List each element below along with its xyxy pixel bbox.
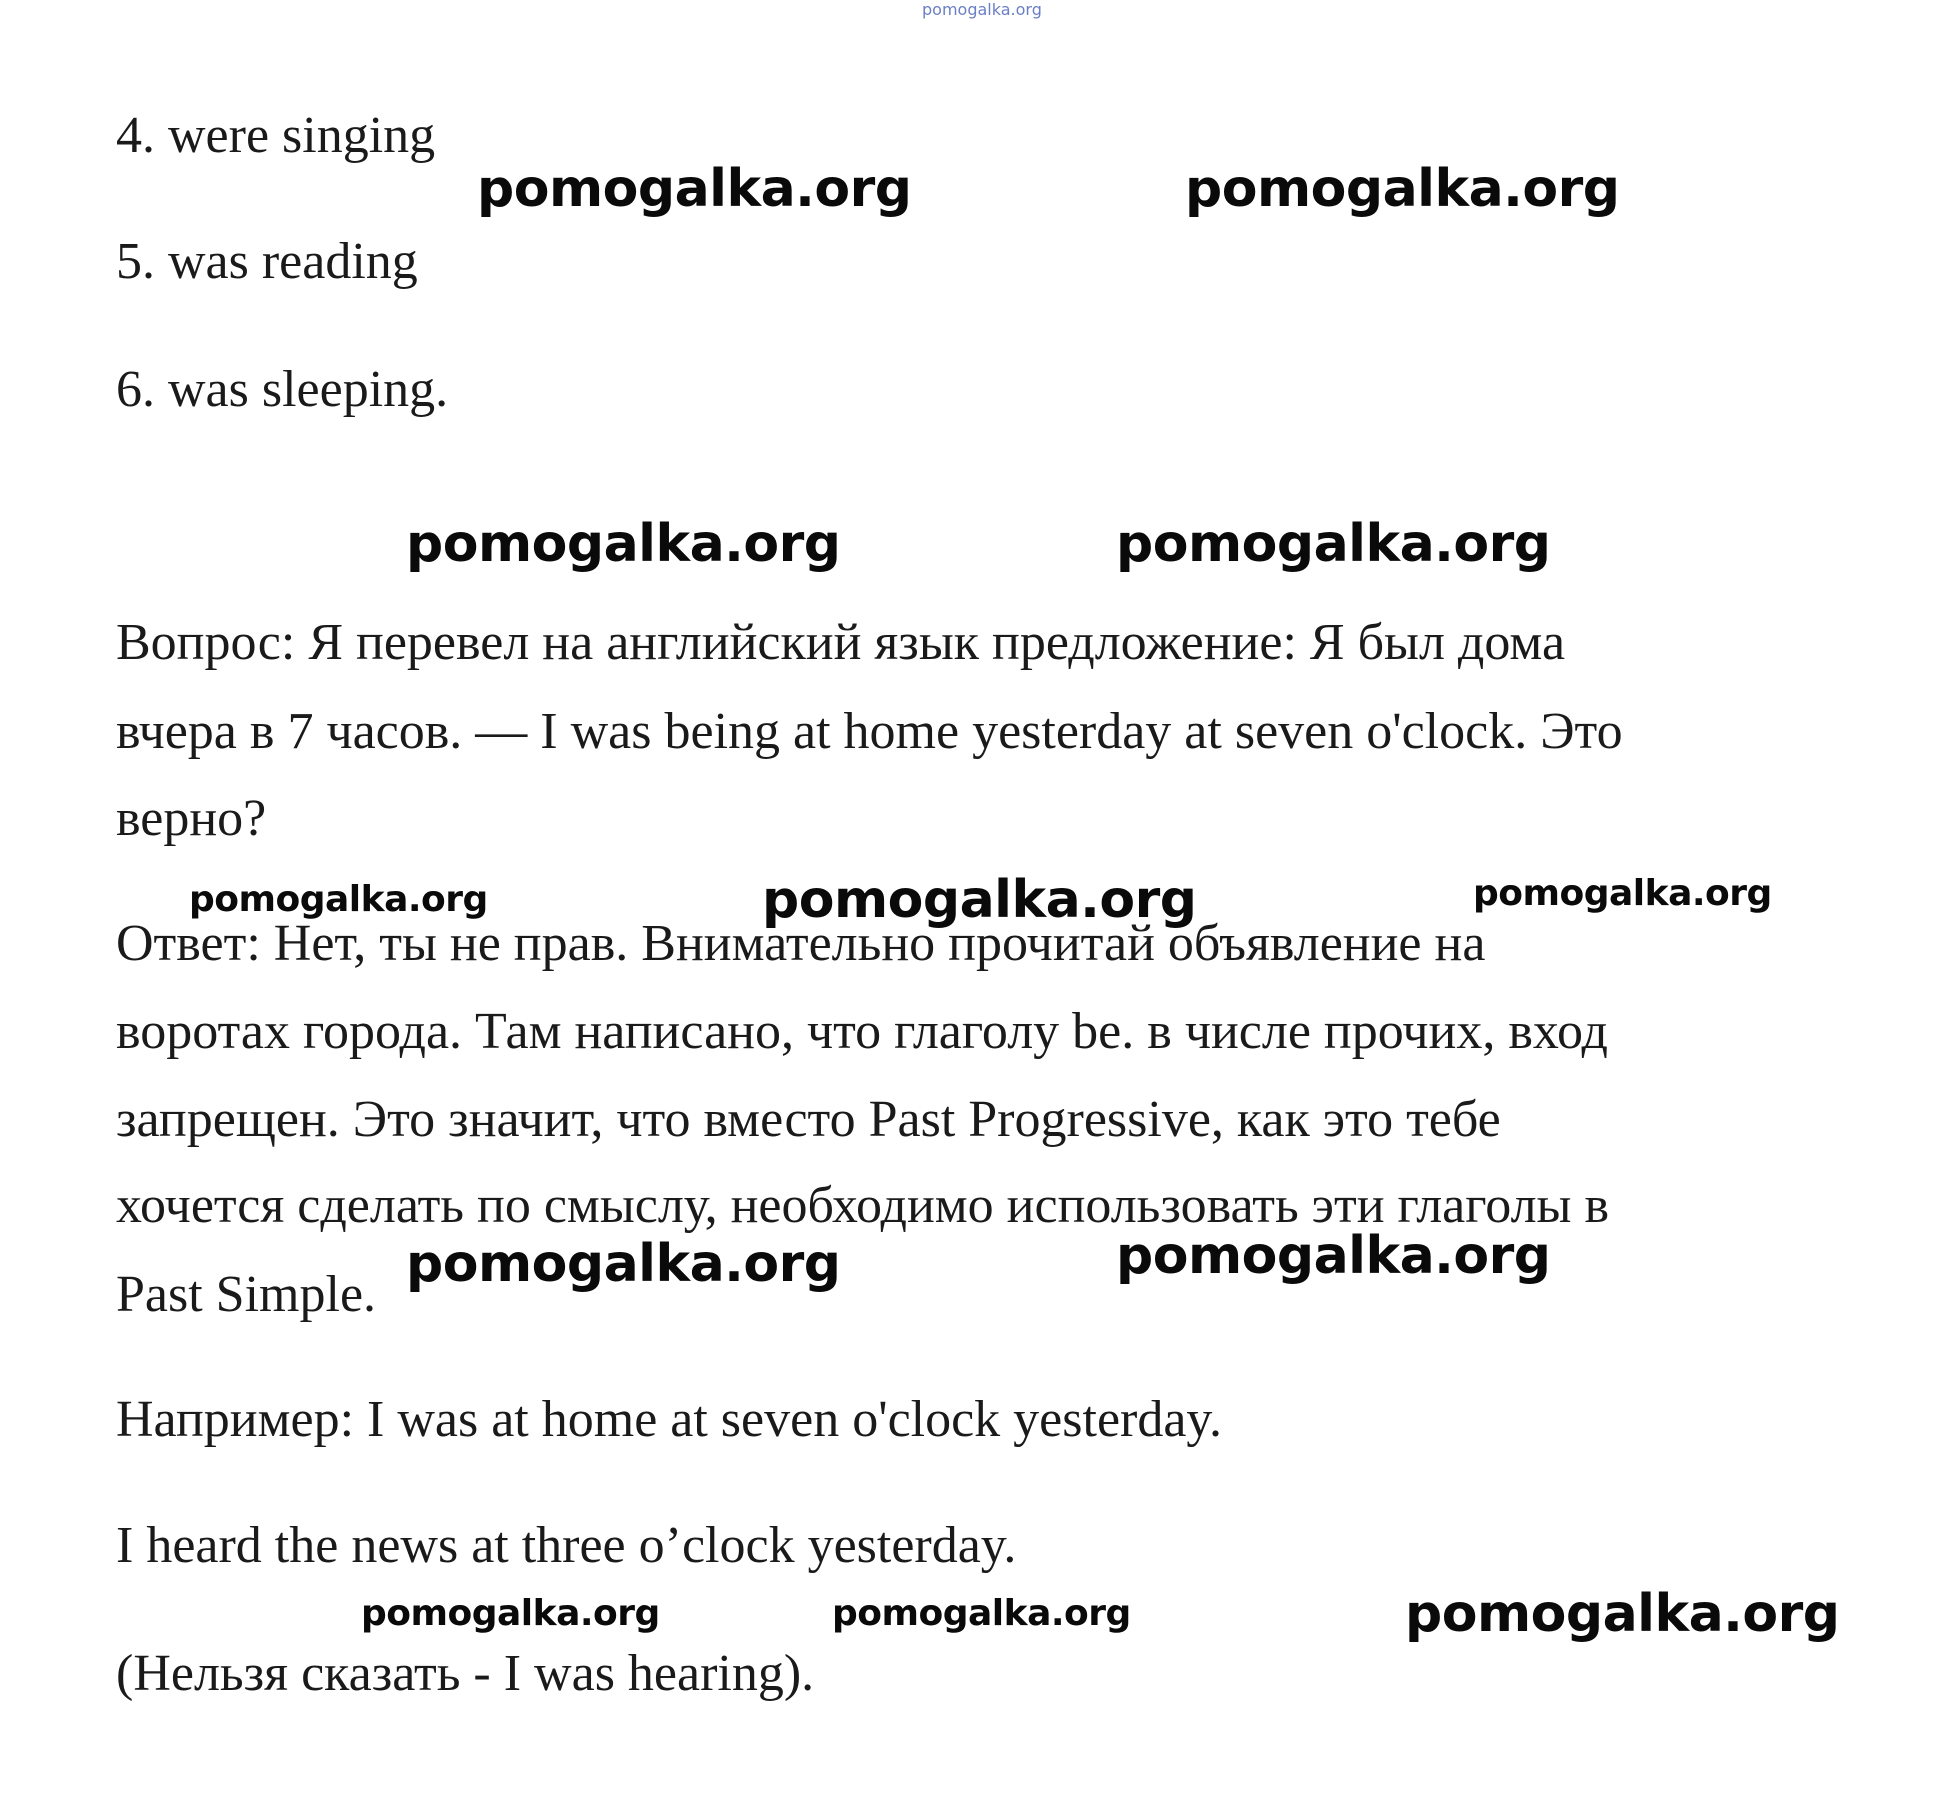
watermark: pomogalka.org — [1185, 159, 1620, 219]
answer-line-1: Ответ: Нет, ты не прав. Внимательно прочитай объявление на — [116, 915, 1486, 972]
question-line-2: вчера в 7 часов. — I was being at home yesterday at seven o'clock. Это — [116, 703, 1623, 760]
watermark: pomogalka.org — [1116, 1226, 1551, 1286]
watermark: pomogalka.org — [406, 1234, 841, 1294]
answer-item-5: 5. was reading — [116, 233, 418, 290]
watermark: pomogalka.org — [832, 1593, 1131, 1634]
answer-line-2: воротах города. Там написано, что глаголу be. в числе прочих, вход — [116, 1003, 1608, 1060]
question-line-1: Вопрос: Я перевел на английский язык предложение: Я был дома — [116, 614, 1566, 671]
watermark: pomogalka.org — [189, 879, 488, 920]
answer-item-6: 6. was sleeping. — [116, 361, 449, 418]
answer-line-5: Past Simple. — [116, 1266, 377, 1323]
example-line-1: Например: I was at home at seven o'clock yesterday. — [116, 1391, 1223, 1448]
watermark: pomogalka.org — [361, 1593, 660, 1634]
site-link[interactable]: pomogalka.org — [922, 0, 1042, 19]
watermark: pomogalka.org — [1116, 514, 1551, 574]
question-line-3: верно? — [116, 790, 267, 847]
watermark: pomogalka.org — [762, 870, 1197, 930]
example-line-3: (Нельзя сказать - I was hearing). — [116, 1645, 815, 1702]
watermark: pomogalka.org — [477, 159, 912, 219]
example-line-2: I heard the news at three o’clock yesterday. — [116, 1517, 1017, 1574]
answer-line-4: хочется сделать по смыслу, необходимо использовать эти глаголы в — [116, 1177, 1610, 1234]
answer-line-3: запрещен. Это значит, что вместо Past Progressive, как это тебе — [116, 1091, 1501, 1148]
watermark: pomogalka.org — [406, 514, 841, 574]
watermark: pomogalka.org — [1473, 873, 1772, 914]
answer-item-4: 4. were singing — [116, 107, 436, 164]
watermark: pomogalka.org — [1405, 1584, 1840, 1644]
